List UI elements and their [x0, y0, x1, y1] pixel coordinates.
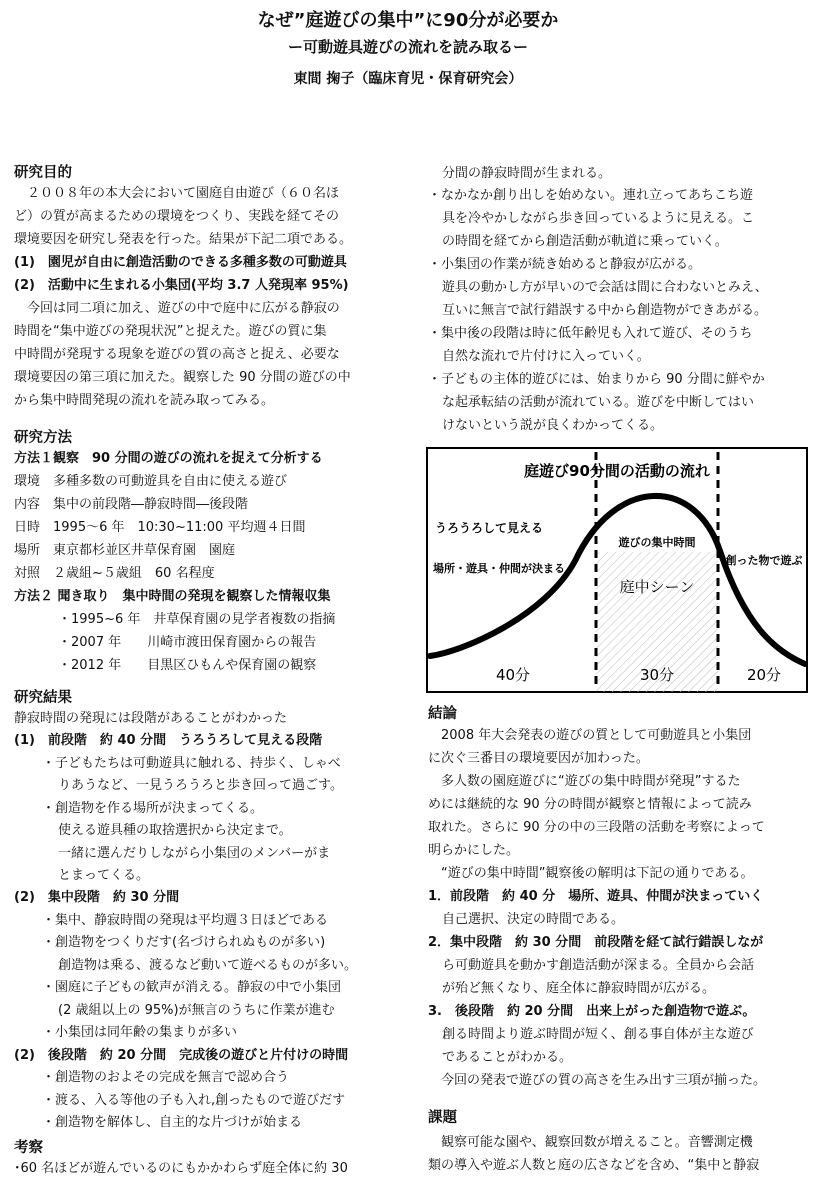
- page-title: なぜ”庭遊びの集中”に90分が必要か: [257, 10, 559, 31]
- results-line: ・集中、静寂時間の発現は平均週３日ほどである: [42, 913, 329, 928]
- issues-heading: 課題: [428, 1110, 457, 1126]
- conclusion-line: 創る時間より遊ぶ時間が短く、創る事自体が主な遊び: [442, 1027, 754, 1042]
- method-line: 対照 ２歳組~５歳組 60 名程度: [14, 566, 215, 581]
- results-line: 使える遊具種の取捨選択から決定まで。: [58, 823, 292, 838]
- results-stage-3: (2) 後段階 約 20 分間 完成後の遊びと片付けの時間: [14, 1048, 349, 1063]
- results-heading: 研究結果: [14, 690, 72, 706]
- discussion-heading: 考察: [14, 1140, 43, 1156]
- conclusion-line: に次ぐ三番目の環境要因が加わった。: [428, 751, 649, 766]
- method-line: 方法１観察 90 分間の遊びの流れを捉えて分析する: [14, 451, 323, 466]
- label-after: 創った物で遊ぶ: [725, 554, 803, 567]
- method-source: ・2007 年 川崎市渡田保育園からの報告: [58, 635, 317, 650]
- purpose-line: ど）の質が高まるための環境をつくり、実践を経てその: [14, 209, 340, 224]
- conclusion-line: めには継続的な 90 分の時間が観察と情報によって読み: [428, 797, 752, 812]
- conclusion-line: ら可動遊具を動かす創造活動が深まる。全員から会話: [442, 958, 755, 973]
- time-focus: 30分: [639, 666, 675, 684]
- conclusion-line: 自己選択、決定の時間である。: [442, 912, 625, 927]
- conclusion-stage-1: 1．前段階 約 40 分 場所、遊具、仲間が決まっていく: [428, 889, 764, 904]
- results-line: とまってくる。: [58, 868, 150, 883]
- results-line: 創造物は乗る、渡るなど動いて遊べるものが多い。: [58, 958, 358, 973]
- author-line: 東間 掬子（臨床育児・保育研究会）: [293, 71, 523, 87]
- issues-line: 類の導入や遊ぶ人数と庭の広さなどを含め、“集中と静寂: [428, 1158, 760, 1173]
- conclusion-line: 2008 年大会発表の遊びの質として可動遊具と小集団: [428, 728, 752, 743]
- method-line: 場所 東京都杉並区井草保育園 園庭: [14, 543, 236, 558]
- discussion-line: 遊具の動かし方が早いので会話は間に合わないとみえ、: [442, 280, 768, 295]
- results-line: 一緒に選んだりしながら小集団のメンバーがま: [58, 846, 331, 861]
- purpose-item-1: (1) 園児が自由に創造活動のできる多種多数の可動遊具: [14, 255, 347, 270]
- results-line: ・渡る、入る等他の子も入れ,創ったもので遊びだす: [42, 1093, 346, 1108]
- discussion-line: ・子どもの主体的遊びには、始まりから 90 分間に鮮やか: [428, 372, 765, 387]
- label-wander: うろうろして見える: [435, 521, 544, 535]
- purpose-line: から集中時間発現の流れを読み取ってみる。: [14, 393, 275, 408]
- conclusion-stage-3: 3. 後段階 約 20 分間 出来上がった創造物で遊ぶ。: [428, 1004, 756, 1019]
- discussion-line: 具を冷やかしながら歩き回っているように見える。こ: [442, 211, 755, 226]
- discussion-line: 分間の静寂時間が生まれる。: [442, 166, 612, 181]
- results-line: ・創造物をつくりだす(名づけられぬものが多い): [42, 935, 326, 950]
- discussion-line: ・小集団の作業が続き始めると静寂が広がる。: [428, 257, 702, 272]
- results-stage-2: (2) 集中段階 約 30 分間: [14, 890, 180, 905]
- purpose-line: 時間を“集中遊びの発現状況”と捉えた。遊びの質に集: [14, 324, 327, 339]
- discussion-line: 互いに無言で試行錯誤する中から創造物ができあがる。: [442, 303, 768, 318]
- figure-title: 庭遊び90分間の活動の流れ: [524, 462, 710, 480]
- results-line: ・創造物を解体し、自主的な片づけが始まる: [42, 1115, 303, 1130]
- method-line: 内容 集中の前段階―静寂時間―後段階: [14, 497, 249, 512]
- label-decide: 場所・遊具・仲間が決まる: [433, 562, 565, 575]
- conclusion-line: であることがわかる。: [442, 1050, 573, 1065]
- conclusion-line: 明らかにした。: [428, 843, 520, 858]
- discussion-line: ・集中後の段階は時に低年齢児も入れて遊び、そのうち: [428, 326, 753, 341]
- method-source: ・2012 年 目黒区ひもんや保育園の観察: [58, 658, 317, 673]
- results-line: (2 歳組以上の 95%)が無言のうちに作業が進む: [58, 1003, 335, 1018]
- purpose-line: ２００８年の本大会において園庭自由遊び（６０名ほ: [14, 186, 340, 201]
- method-line: 方法２ 聞き取り 集中時間の発現を観察した情報収集: [14, 589, 331, 604]
- conclusion-line: “遊びの集中時間”観察後の解明は下記の通りである。: [428, 866, 754, 881]
- discussion-line: 自然な流れで片付けに入っていく。: [442, 349, 650, 364]
- purpose-line: 環境要因を研究し発表を行った。結果が下記二項である。: [14, 232, 353, 247]
- purpose-item-2: (2) 活動中に生まれる小集団(平均 3.7 人発現率 95%): [14, 278, 349, 293]
- results-line: ・小集団は同年齢の集まりが多い: [42, 1025, 238, 1040]
- conclusion-line: 多人数の園庭遊びに“遊びの集中時間が発現”するた: [428, 774, 741, 789]
- results-line: ・園庭に子どもの歓声が消える。静寂の中で小集団: [42, 980, 342, 995]
- discussion-line: ・なかなか創り出しを始めない。連れ立ってあちこち遊: [428, 188, 754, 203]
- method-line: 環境 多種多数の可動遊具を自由に使える遊び: [14, 474, 288, 489]
- issues-line: 観察可能な園や、観察回数が増えること。音響測定機: [428, 1135, 753, 1150]
- results-line: 静寂時間の発現には段階があることがわかった: [14, 711, 288, 726]
- label-scene: 庭中シーン: [619, 578, 695, 596]
- method-source: ・1995~6 年 井草保育園の見学者複数の指摘: [58, 612, 336, 627]
- conclusion-line: が殆ど無くなり、庭全体に静寂時間が広がる。: [442, 981, 716, 996]
- conclusion-line: 今回の発表で遊びの質の高さを生み出す三項が揃った。: [428, 1073, 767, 1088]
- purpose-heading: 研究目的: [14, 165, 72, 181]
- method-line: 日時 1995～6 年 10:30~11:00 平均週４日間: [14, 520, 306, 535]
- results-line: りあうなど、一見うろうろと歩き回って過ごす。: [58, 778, 343, 793]
- purpose-line: 今回は同二項に加え、遊びの中で庭中に広がる静寂の: [14, 301, 340, 316]
- conclusion-heading: 結論: [428, 706, 457, 722]
- label-focus: 遊びの集中時間: [618, 536, 696, 549]
- time-pre: 40分: [495, 666, 531, 684]
- discussion-line: けないという説が良くわかってくる。: [442, 418, 664, 433]
- discussion-line: な起承転結の活動が流れている。遊びを中断してはい: [442, 395, 755, 410]
- activity-flow-figure: [425, 446, 809, 694]
- purpose-line: 中時間が発現する現象を遊びの質の高さと捉え、必要な: [14, 347, 340, 362]
- page-subtitle: ー可動遊具遊びの流れを読み取るー: [287, 38, 528, 56]
- results-line: ・創造物のおよその完成を無言で認め合う: [42, 1070, 290, 1085]
- conclusion-line: 取れた。さらに 90 分の中の三段階の活動を考察によって: [428, 820, 765, 835]
- conclusion-stage-2: 2．集中段階 約 30 分間 前段階を経て試行錯誤しなが: [428, 935, 764, 950]
- results-stage-1: (1) 前段階 約 40 分間 うろうろして見える段階: [14, 733, 323, 748]
- time-post: 20分: [746, 666, 782, 684]
- discussion-line: ･60 名ほどが遊んでいるのにもかかわらず庭全体に約 30: [14, 1161, 348, 1176]
- purpose-line: 環境要因の第三項に加えた。観察した 90 分間の遊びの中: [14, 370, 351, 385]
- method-heading: 研究方法: [14, 430, 72, 446]
- results-line: ・子どもたちは可動遊具に触れる、持歩く、しゃべ: [42, 756, 341, 771]
- discussion-line: の時間を経てから創造活動が軌道に乗っていく。: [442, 234, 728, 249]
- results-line: ・創造物を作る場所が決まってくる。: [42, 801, 264, 816]
